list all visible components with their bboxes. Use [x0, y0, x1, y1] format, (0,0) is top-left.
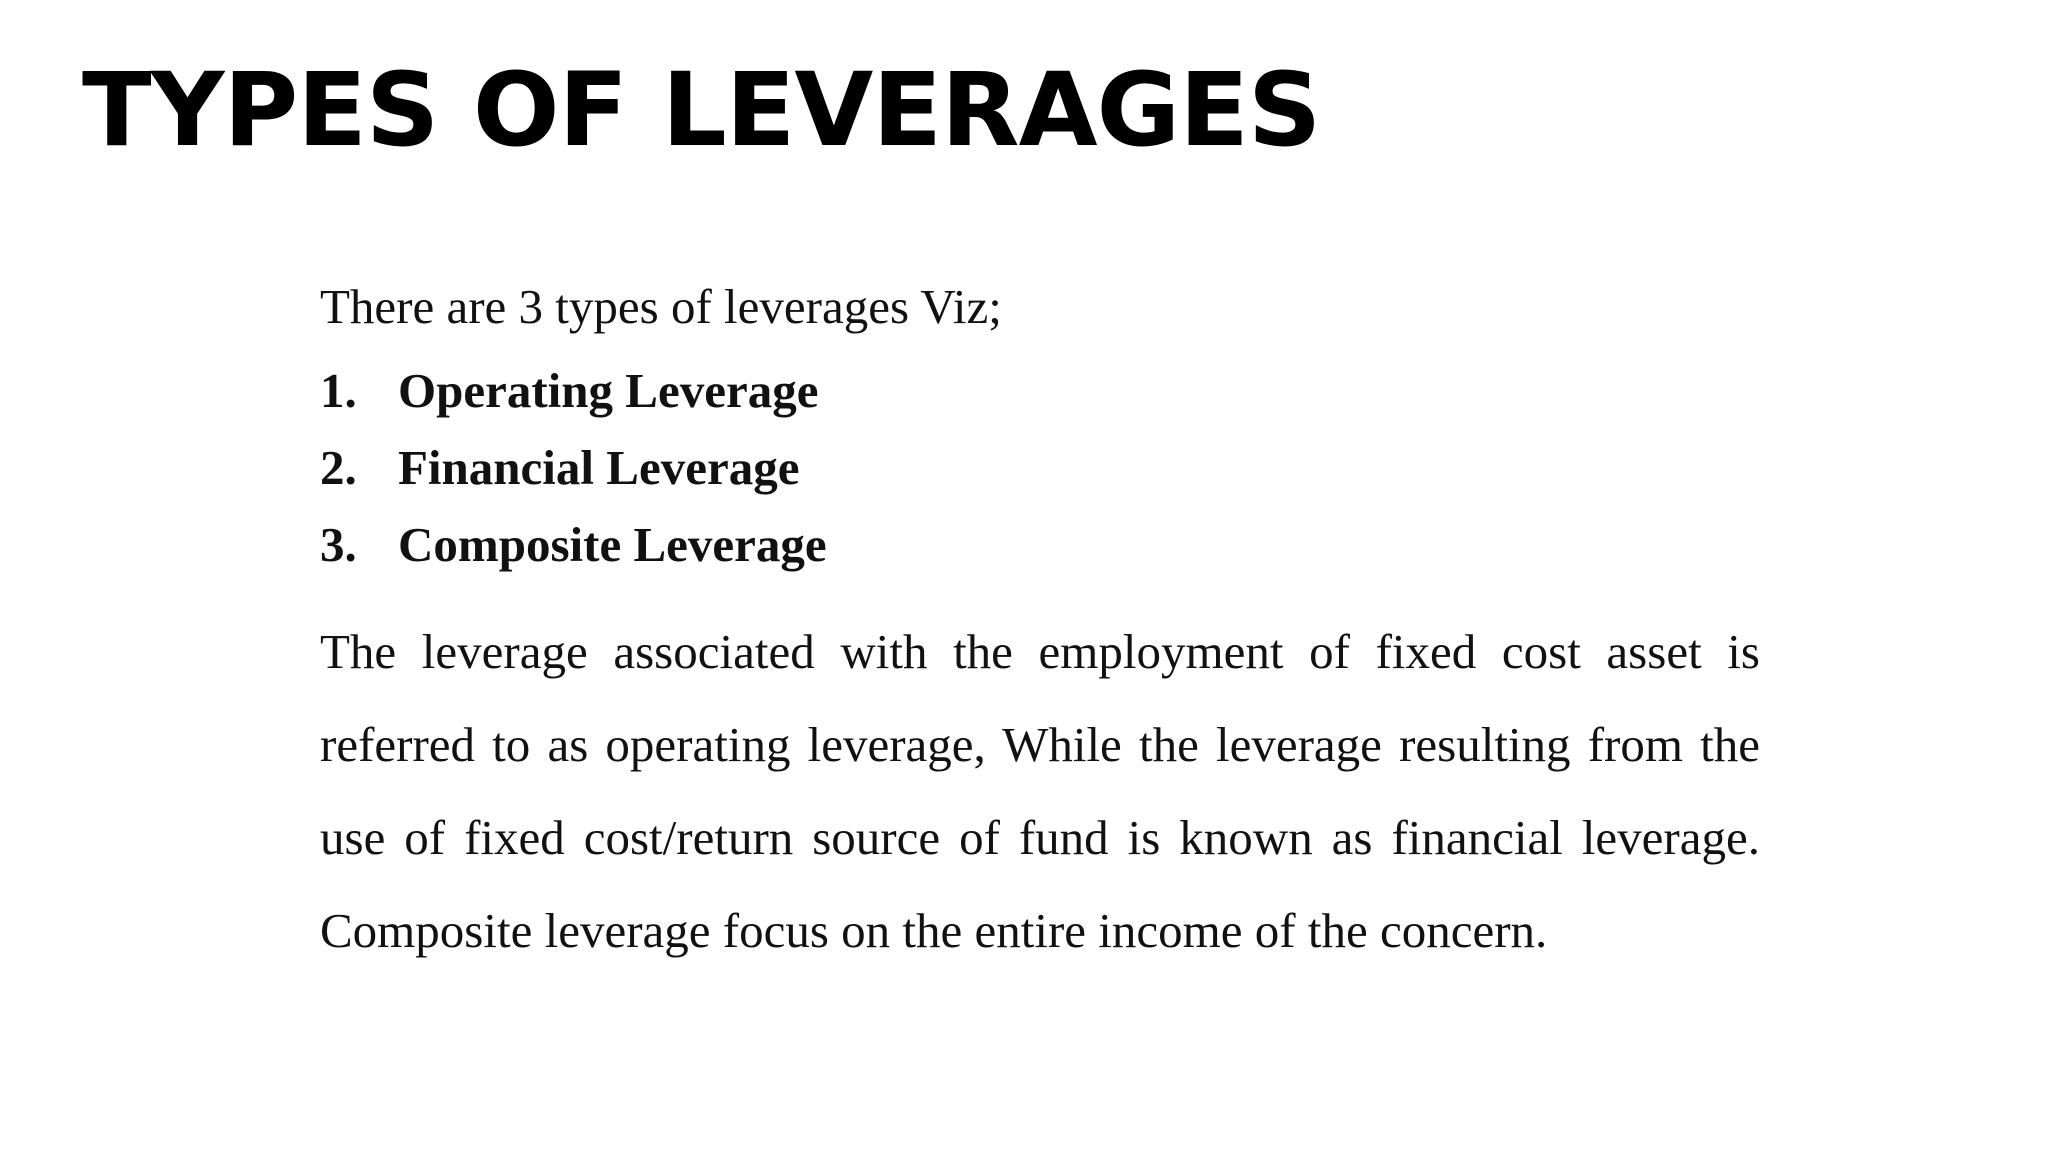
- list-item-label: Composite Leverage: [398, 517, 827, 572]
- list-item-number: 2.: [320, 440, 357, 495]
- list-item-number: 1.: [320, 363, 357, 418]
- description-paragraph: The leverage associated with the employment of fixed cost asset is referred to as operating leverage, While the leverage resulting from the use of fixed cost/return source of fund is known as financial leverage. Composite leverage focus on the entire income of the concern.: [320, 624, 1760, 958]
- leverage-types-list: [320, 352, 1760, 583]
- list-item-composite-leverage: [320, 506, 1760, 583]
- list-item-label: Financial Leverage: [398, 440, 800, 495]
- list-item-financial-leverage: [320, 429, 1760, 506]
- list-item-label: Operating Leverage: [398, 363, 819, 418]
- intro-text: There are 3 types of leverages Viz;: [320, 279, 1002, 334]
- list-item-operating-leverage: [320, 352, 1760, 429]
- list-item-number: 3.: [320, 517, 357, 572]
- slide-title: TYPES OF LEVERAGES: [82, 51, 1321, 170]
- slide-content: [320, 272, 1760, 977]
